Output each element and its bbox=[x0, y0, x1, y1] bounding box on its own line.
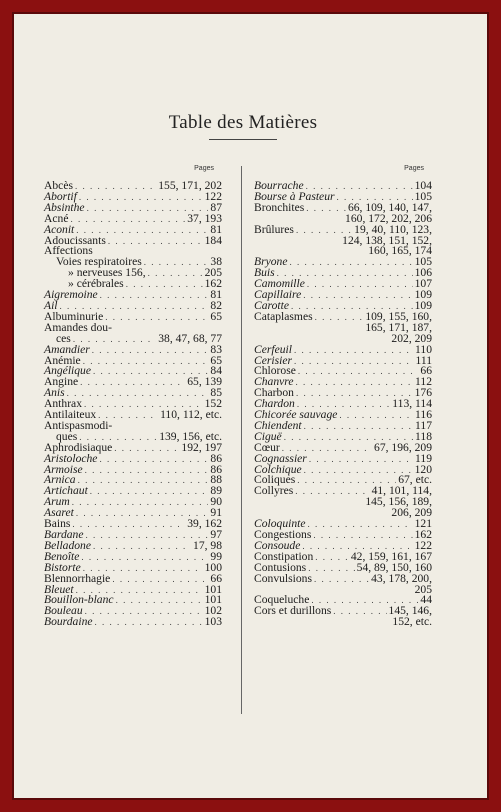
index-term: Affections bbox=[44, 244, 93, 258]
index-term: Blennorrhagie bbox=[44, 571, 111, 585]
index-list-right bbox=[254, 181, 432, 628]
index-pages: 38 bbox=[210, 255, 222, 269]
index-term: Cerfeuil bbox=[254, 342, 292, 356]
index-pages: 102 bbox=[204, 604, 222, 618]
index-list-left bbox=[44, 181, 222, 628]
leader-dots bbox=[85, 606, 203, 617]
index-pages: 104 bbox=[414, 179, 432, 192]
index-term: Bourse à Pasteur bbox=[254, 189, 335, 203]
index-term: ques bbox=[56, 429, 78, 443]
index-pages: 105 bbox=[414, 255, 432, 269]
leader-dots bbox=[303, 290, 412, 301]
index-term: Bouillon-blanc bbox=[44, 593, 114, 607]
index-pages: 109 bbox=[414, 288, 432, 302]
index-term: Ail bbox=[44, 298, 58, 312]
index-term: Belladone bbox=[44, 538, 92, 552]
index-pages: 124, 138, 151, 152, bbox=[342, 233, 432, 247]
index-entry bbox=[44, 290, 222, 301]
index-term: Collyres bbox=[254, 484, 294, 498]
index-term: Coloquinte bbox=[254, 517, 306, 531]
index-pages: 42, 159, 161, 167 bbox=[350, 549, 432, 563]
index-pages: 118 bbox=[415, 429, 432, 443]
index-term: Antilaiteux bbox=[44, 408, 97, 422]
index-term: Bouleau bbox=[44, 604, 83, 618]
leader-dots bbox=[309, 454, 413, 465]
index-pages: 152 bbox=[204, 397, 222, 411]
leader-dots bbox=[108, 236, 203, 247]
leader-dots bbox=[304, 421, 413, 432]
index-term: Anémie bbox=[44, 353, 81, 367]
index-term: Asaret bbox=[44, 506, 74, 520]
index-entry bbox=[254, 617, 432, 628]
index-entry bbox=[254, 257, 432, 268]
index-pages: 19, 40, 110, 123, bbox=[354, 222, 432, 236]
index-term: Adoucissants bbox=[44, 233, 106, 247]
index-term: Cognassier bbox=[254, 451, 307, 465]
index-pages: 86 bbox=[210, 462, 222, 476]
index-pages: 66, 109, 140, 147, bbox=[347, 200, 432, 214]
leader-dots bbox=[306, 203, 346, 214]
leader-dots bbox=[307, 279, 413, 290]
index-term: Armoise bbox=[44, 462, 83, 476]
index-pages: 202, 209 bbox=[391, 331, 432, 345]
index-pages: 120 bbox=[414, 462, 432, 476]
index-pages: 155, 171, 202 bbox=[158, 179, 222, 192]
index-term: Benoîte bbox=[44, 549, 80, 563]
index-term: Aphrodisiaque bbox=[44, 440, 113, 454]
index-term: Arnica bbox=[44, 473, 76, 487]
leader-dots bbox=[92, 345, 209, 356]
index-pages: 162 bbox=[414, 528, 432, 541]
index-pages: 113, 114 bbox=[392, 397, 432, 411]
leader-dots bbox=[80, 377, 185, 388]
index-term: Consoude bbox=[254, 538, 301, 552]
index-term: Bronchites bbox=[254, 200, 305, 214]
index-term: Absinthe bbox=[44, 200, 85, 214]
index-pages: 88 bbox=[210, 473, 222, 487]
index-term: Artichaut bbox=[44, 484, 88, 498]
column-divider bbox=[241, 166, 242, 714]
leader-dots bbox=[100, 290, 209, 301]
index-pages: 165, 171, 187, bbox=[365, 320, 432, 334]
index-pages: 160, 172, 202, 206 bbox=[345, 211, 432, 225]
leader-dots bbox=[116, 595, 203, 606]
leader-dots bbox=[315, 312, 364, 323]
leader-dots bbox=[289, 257, 412, 268]
index-column-left bbox=[44, 164, 222, 628]
index-term: Coqueluche bbox=[254, 593, 310, 607]
index-pages: 184 bbox=[204, 233, 222, 247]
index-pages: 106 bbox=[414, 266, 432, 280]
leader-dots bbox=[298, 366, 419, 377]
index-column-right bbox=[254, 164, 432, 628]
index-pages: 109 bbox=[414, 298, 432, 312]
index-pages: 66 bbox=[210, 571, 222, 585]
leader-dots bbox=[67, 388, 209, 399]
index-term: Carotte bbox=[254, 298, 289, 312]
index-pages: 100 bbox=[204, 560, 222, 574]
title-underline bbox=[209, 139, 277, 140]
index-pages: 110, 112, etc. bbox=[160, 408, 222, 422]
index-pages: 89 bbox=[210, 484, 222, 498]
index-pages: 122 bbox=[204, 189, 222, 203]
index-term: Cœur bbox=[254, 440, 280, 454]
index-pages: 160, 165, 174 bbox=[368, 244, 432, 258]
index-term: Charbon bbox=[254, 386, 294, 400]
index-pages: 205 bbox=[414, 582, 432, 596]
leader-dots bbox=[294, 345, 413, 356]
index-term: Cataplasmes bbox=[254, 309, 313, 323]
leader-dots bbox=[333, 606, 386, 617]
index-term: Chiendent bbox=[254, 418, 302, 432]
index-entry bbox=[254, 571, 432, 585]
index-pages: 54, 89, 150, 160 bbox=[356, 560, 432, 574]
index-pages: 119 bbox=[415, 451, 432, 465]
index-pages: 65, 139 bbox=[187, 375, 222, 389]
index-term: Camomille bbox=[254, 277, 305, 291]
index-pages: 97 bbox=[210, 528, 222, 541]
pages-label-right: Pages bbox=[404, 165, 424, 172]
index-term: Bleuet bbox=[44, 582, 74, 596]
leader-dots bbox=[308, 519, 413, 530]
pages-label-left: Pages bbox=[194, 165, 214, 172]
index-entry bbox=[44, 377, 222, 388]
index-pages: 65 bbox=[210, 353, 222, 367]
index-term: Bourrache bbox=[254, 179, 304, 192]
leader-dots bbox=[295, 486, 369, 497]
index-pages: 103 bbox=[204, 615, 222, 629]
index-pages: 109, 155, 160, bbox=[365, 309, 432, 323]
index-term: Voies respiratoires bbox=[56, 255, 142, 269]
index-pages: 90 bbox=[210, 495, 222, 509]
index-pages: 91 bbox=[210, 506, 222, 520]
index-pages: 37, 193 bbox=[187, 211, 222, 225]
index-term: Bains bbox=[44, 517, 71, 531]
index-pages: 205 bbox=[204, 266, 222, 280]
leader-dots bbox=[83, 356, 209, 367]
leader-dots bbox=[70, 214, 185, 225]
index-pages: 83 bbox=[210, 342, 222, 356]
index-term: ces bbox=[56, 331, 71, 345]
index-term: Bourdaine bbox=[44, 615, 93, 629]
leader-dots bbox=[296, 377, 414, 388]
index-pages: 65 bbox=[210, 309, 222, 323]
index-term: Abcès bbox=[44, 179, 73, 192]
leader-dots bbox=[294, 356, 413, 367]
index-term: » cérébrales bbox=[68, 277, 124, 291]
index-pages: 176 bbox=[414, 386, 432, 400]
index-pages: 145, 156, 189, bbox=[365, 495, 432, 509]
index-term: Acné bbox=[44, 211, 69, 225]
index-pages: 122 bbox=[414, 538, 432, 552]
leader-dots bbox=[95, 617, 203, 628]
index-term: Congestions bbox=[254, 528, 312, 541]
book-page bbox=[12, 12, 489, 800]
index-term: Angélique bbox=[44, 364, 92, 378]
index-pages: 43, 178, 200, bbox=[371, 571, 432, 585]
index-pages: 145, 146, bbox=[388, 604, 432, 618]
leader-dots bbox=[99, 454, 208, 465]
index-pages: 87 bbox=[210, 200, 222, 214]
index-term: Arum bbox=[44, 495, 70, 509]
index-term: Coliques bbox=[254, 473, 296, 487]
index-pages: 192, 197 bbox=[181, 440, 222, 454]
index-pages: 112 bbox=[415, 375, 432, 389]
leader-dots bbox=[148, 268, 203, 279]
index-pages: 81 bbox=[210, 222, 222, 236]
index-pages: 152, etc. bbox=[392, 615, 432, 629]
leader-dots bbox=[72, 519, 185, 530]
index-term: Antispasmodi- bbox=[44, 418, 113, 432]
leader-dots bbox=[93, 541, 191, 552]
index-pages: 139, 156, etc. bbox=[159, 429, 222, 443]
index-pages: 86 bbox=[210, 451, 222, 465]
page-frame bbox=[6, 6, 495, 806]
index-term: Chicorée sauvage bbox=[254, 408, 338, 422]
index-pages: 39, 162 bbox=[187, 517, 222, 531]
index-pages: 41, 101, 114, bbox=[371, 484, 432, 498]
index-term: Angine bbox=[44, 375, 79, 389]
index-term: Ciguë bbox=[254, 429, 282, 443]
index-term: Aristoloche bbox=[44, 451, 98, 465]
index-term: » nerveuses 156, bbox=[68, 266, 146, 280]
index-pages: 38, 47, 68, 77 bbox=[158, 331, 222, 345]
leader-dots bbox=[86, 530, 209, 541]
index-term: Albuminurie bbox=[44, 309, 104, 323]
index-pages: 116 bbox=[415, 408, 432, 422]
leader-dots bbox=[308, 563, 354, 574]
index-pages: 206, 209 bbox=[391, 506, 432, 520]
index-term: Bardane bbox=[44, 528, 84, 541]
leader-dots bbox=[105, 312, 208, 323]
leader-dots bbox=[90, 486, 209, 497]
index-pages: 101 bbox=[204, 582, 222, 596]
index-pages: 121 bbox=[414, 517, 432, 531]
index-pages: 66 bbox=[420, 364, 432, 378]
index-pages: 107 bbox=[414, 277, 432, 291]
index-pages: 81 bbox=[210, 288, 222, 302]
index-term: Amandes dou- bbox=[44, 320, 112, 334]
index-pages: 162 bbox=[204, 277, 222, 291]
index-term: Chlorose bbox=[254, 364, 296, 378]
index-term: Buis bbox=[254, 266, 275, 280]
index-term: Anis bbox=[44, 386, 65, 400]
index-pages: 85 bbox=[210, 386, 222, 400]
leader-dots bbox=[314, 574, 369, 585]
index-entry bbox=[44, 617, 222, 628]
leader-dots bbox=[339, 410, 413, 421]
leader-dots bbox=[114, 443, 179, 454]
index-term: Bryone bbox=[254, 255, 288, 269]
page-title: Table des Matières bbox=[168, 112, 318, 133]
index-term: Colchique bbox=[254, 462, 302, 476]
index-term: Aigremoine bbox=[44, 288, 98, 302]
index-pages: 17, 98 bbox=[193, 538, 222, 552]
index-pages: 82 bbox=[210, 298, 222, 312]
index-pages: 84 bbox=[210, 364, 222, 378]
leader-dots bbox=[315, 552, 349, 563]
index-term: Capillaire bbox=[254, 288, 302, 302]
index-pages: 67, 196, 209 bbox=[374, 440, 432, 454]
index-term: Chanvre bbox=[254, 375, 294, 389]
index-term: Contusions bbox=[254, 560, 307, 574]
leader-dots bbox=[85, 465, 209, 476]
index-term: Constipation bbox=[254, 549, 314, 563]
index-term: Abortif bbox=[44, 189, 77, 203]
index-pages: 44 bbox=[420, 593, 432, 607]
index-pages: 67, etc. bbox=[398, 473, 432, 487]
index-term: Amandier bbox=[44, 342, 90, 356]
index-term: Brûlures bbox=[254, 222, 294, 236]
leader-dots bbox=[79, 192, 203, 203]
index-term: Chardon bbox=[254, 397, 295, 411]
index-term: Cors et durillons bbox=[254, 604, 332, 618]
index-pages: 111 bbox=[415, 353, 432, 367]
index-term: Aconit bbox=[44, 222, 75, 236]
index-term: Convulsions bbox=[254, 571, 312, 585]
leader-dots bbox=[304, 465, 413, 476]
leader-dots bbox=[112, 574, 208, 585]
leader-dots bbox=[75, 181, 156, 192]
leader-dots bbox=[144, 257, 209, 268]
index-term: Cerisier bbox=[254, 353, 293, 367]
index-term: Bistorte bbox=[44, 560, 81, 574]
leader-dots bbox=[72, 497, 209, 508]
leader-dots bbox=[313, 530, 412, 541]
index-pages: 99 bbox=[210, 549, 222, 563]
index-entry bbox=[44, 486, 222, 497]
leader-dots bbox=[126, 279, 203, 290]
leader-dots bbox=[78, 475, 209, 486]
index-pages: 117 bbox=[415, 418, 432, 432]
index-pages: 110 bbox=[415, 342, 432, 356]
index-term: Anthrax bbox=[44, 397, 82, 411]
leader-dots bbox=[81, 552, 208, 563]
index-pages: 101 bbox=[204, 593, 222, 607]
index-pages: 105 bbox=[414, 189, 432, 203]
